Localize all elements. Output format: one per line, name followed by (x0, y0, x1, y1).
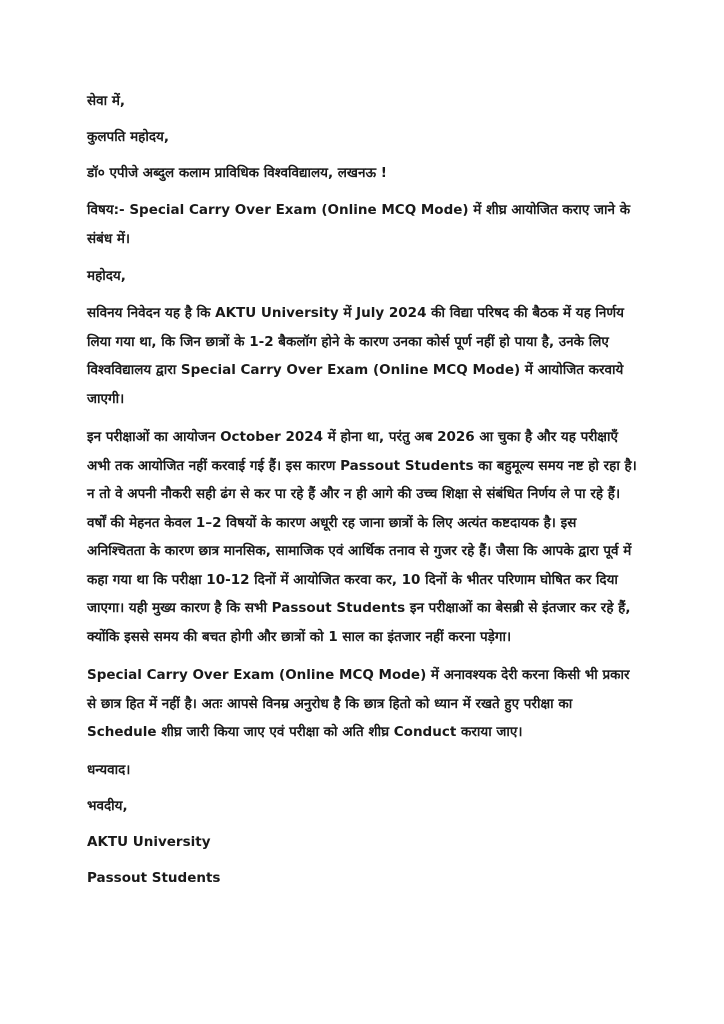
sender-organization: AKTU University (87, 833, 211, 850)
thanks: धन्यवाद। (87, 761, 131, 778)
salutation-to: सेवा में, (87, 93, 126, 109)
recipient-organization: डॉ० एपीजे अब्दुल कलाम प्राविधिक विश्वविद्यालय, लखनऊ ! (87, 165, 387, 181)
subject-line: विषय:- Special Carry Over Exam (Online MCQ Mode) में शीघ्र आयोजित कराए जाने के संबंध में। (87, 202, 631, 247)
sender-name: Passout Students (87, 869, 221, 886)
greeting: महोदय, (87, 268, 126, 284)
recipient-title: कुलपति महोदय, (87, 129, 169, 145)
paragraph-request: सविनय निवेदन यह है कि AKTU University में July 2024 की विद्या परिषद की बैठक में यह निर्णय लिया गया था, कि जिन छात्रों के 1-2 बैकलॉग होने के कारण उनका कोर्स पूर्ण नहीं हो पाया है, उनके लिए विश्वविद्यालय द्वारा Special Carry Over Exam (Online MCQ Mode) में आयोजित करवाये जाएगी। (87, 305, 625, 407)
letter-body (87, 88, 639, 891)
closing: भवदीय, (87, 797, 128, 814)
paragraph-delay: इन परीक्षाओं का आयोजन October 2024 में होना था, परंतु अब 2026 आ चुका है और यह परीक्षाएँ अभी तक आयोजित नहीं करवाई गई हैं। इस कारण Passout Students का बहुमूल्य समय नष्ट हो रहा है। न तो वे अपनी नौकरी सही ढंग से कर पा रहे हैं और न ही आगे की उच्च शिक्षा से संबंधित निर्णय ले पा रहे हैं। वर्षों की मेहनत केवल 1–2 विषयों के कारण अधूरी रह जाना छात्रों के लिए अत्यंत कष्टदायक है। इस अनिश्चितता के कारण छात्र मानसिक, सामाजिक एवं आर्थिक तनाव से गुजर रहे हैं। जैसा कि आपके द्वारा पूर्व में कहा गया था कि परीक्षा 10-12 दिनों में आयोजित करवा कर, 10 दिनों के भीतर परिणाम घोषित कर दिया जाएगा। यही मुख्य कारण है कि सभी Passout Students इन परीक्षाओं का बेसब्री से इंतजार कर रहे हैं, क्योंकि इससे समय की बचत होगी और छात्रों को 1 साल का इंतजार नहीं करना पड़ेगा। (87, 429, 637, 645)
paragraph-appeal: Special Carry Over Exam (Online MCQ Mode) में अनावश्यक देरी करना किसी भी प्रकार से छात्र हित में नहीं है। अतः आपसे विनम्र अनुरोध है कि छात्र हितो को ध्यान में रखते हुए परीक्षा का Schedule शीघ्र जारी किया जाए एवं परीक्षा को अति शीघ्र Conduct कराया जाए। (87, 667, 630, 740)
